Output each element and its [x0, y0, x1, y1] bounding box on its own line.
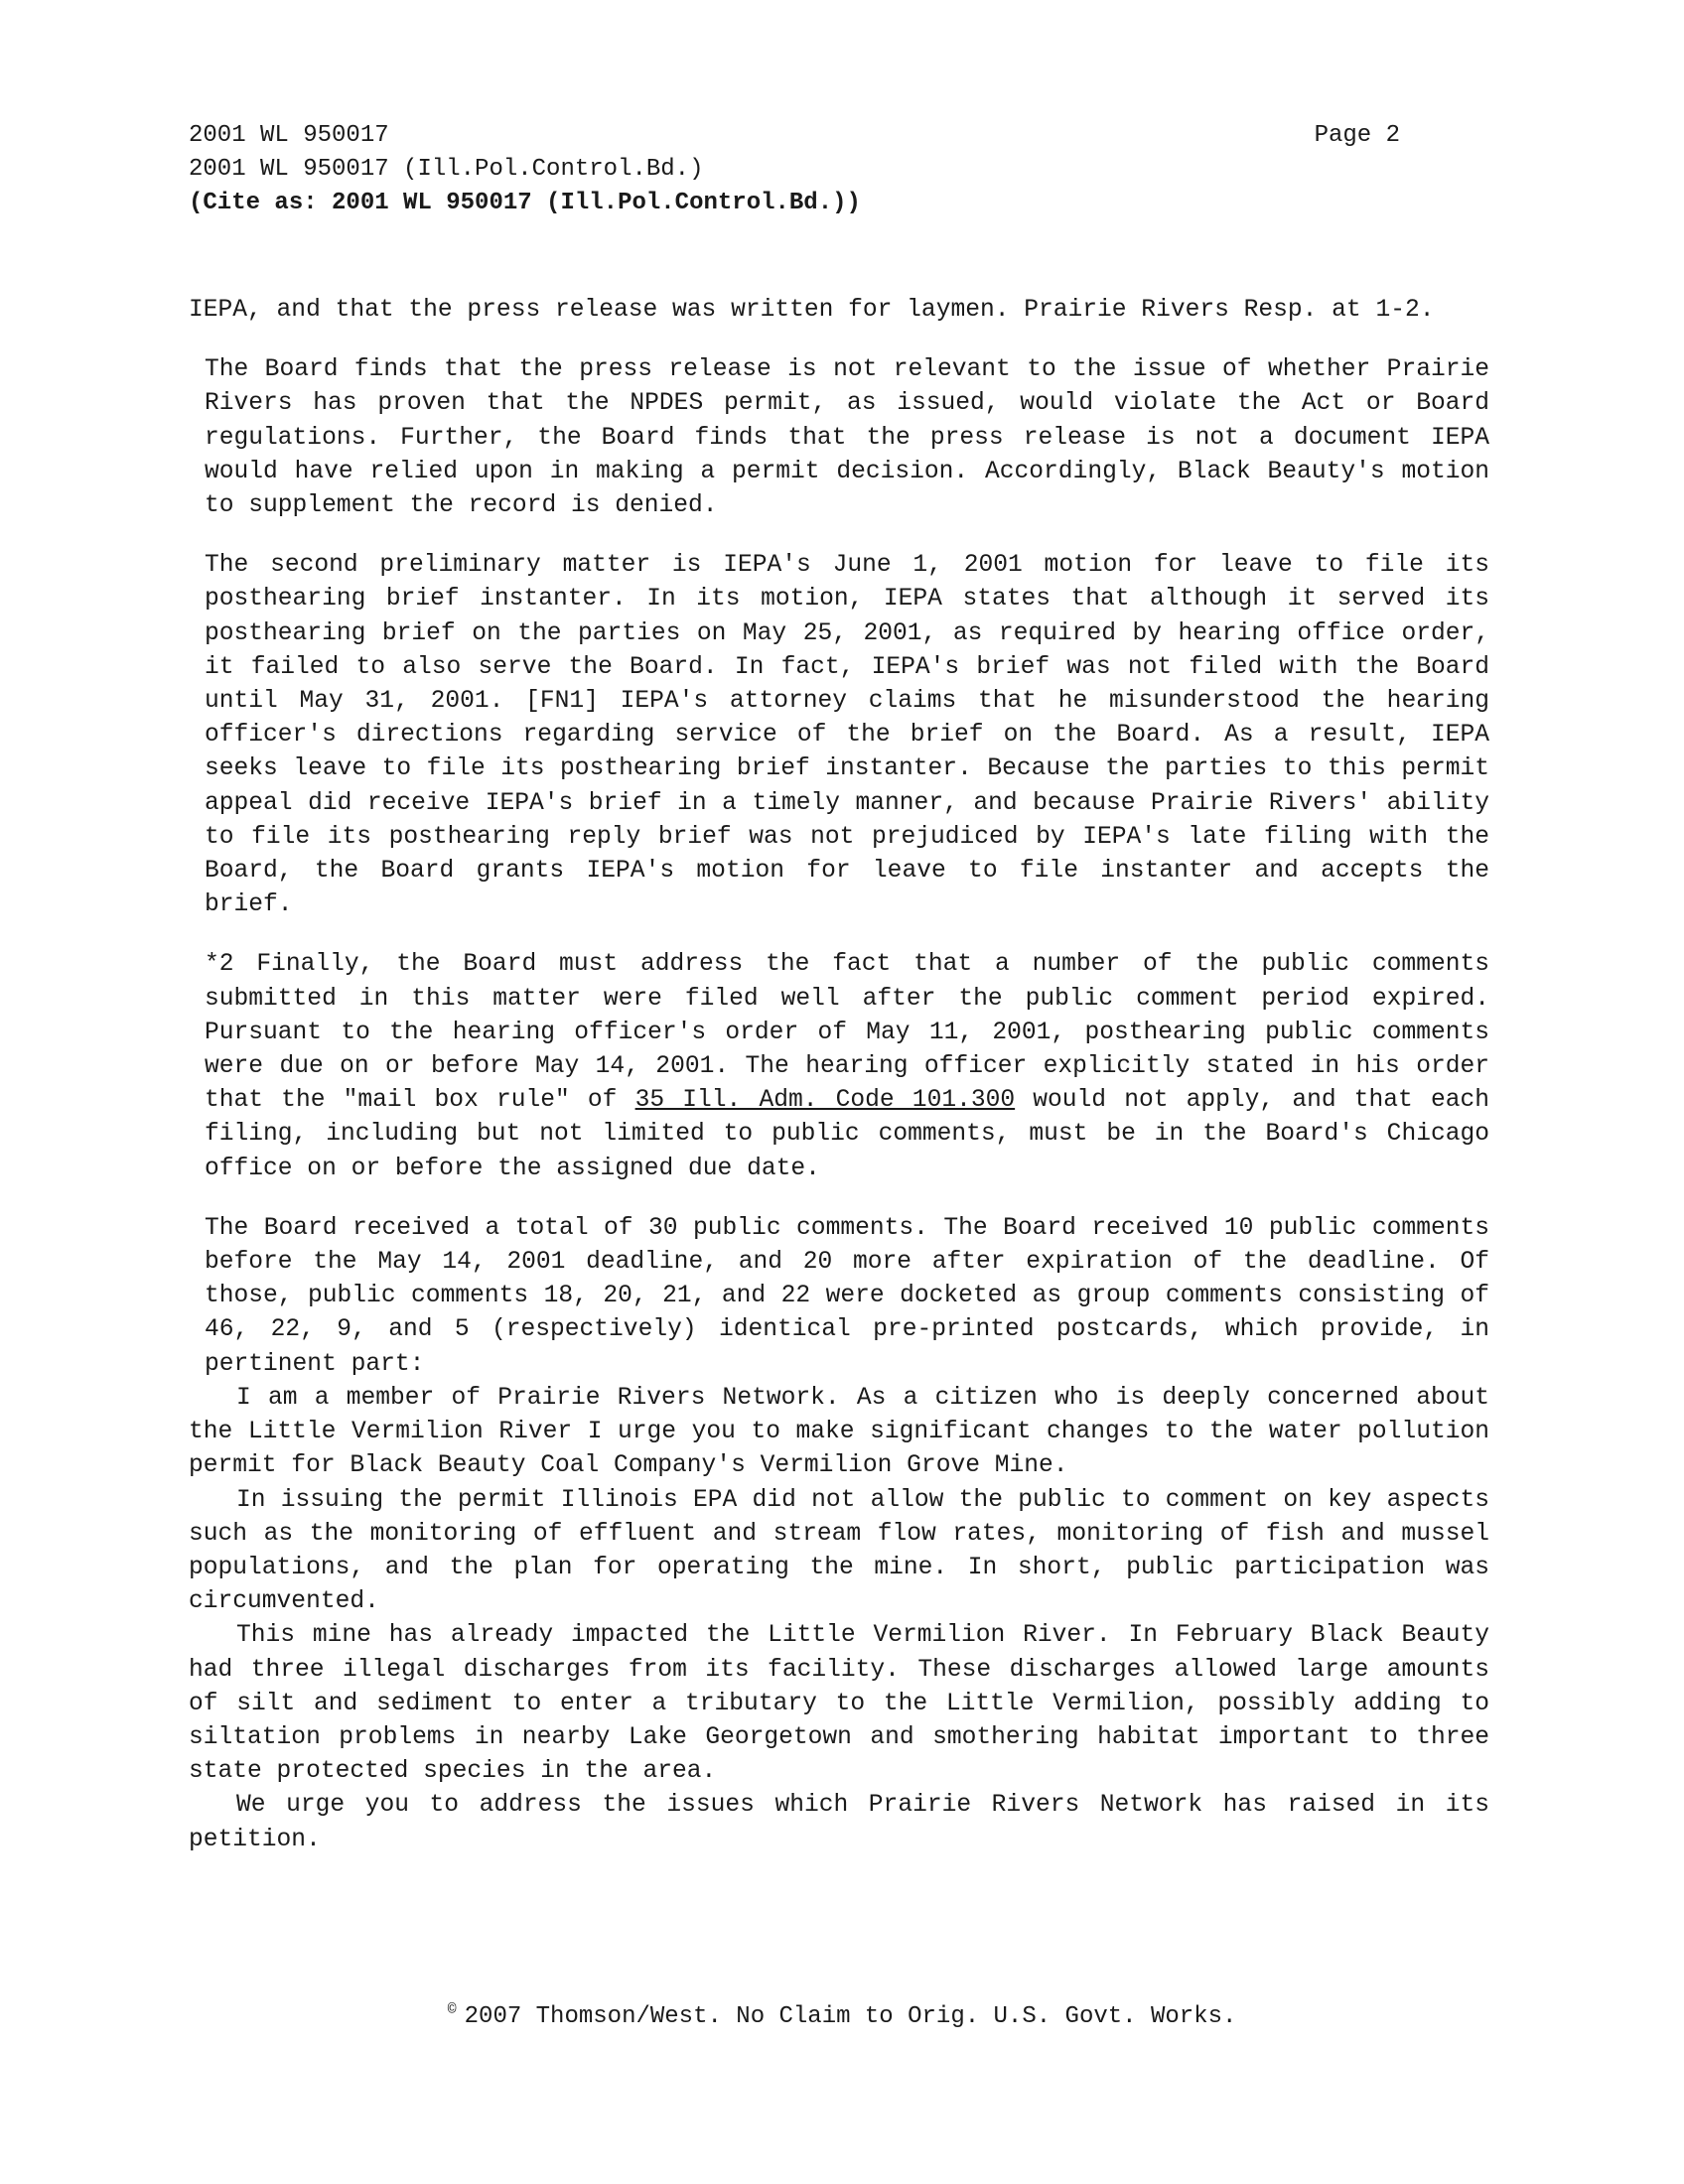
document-body — [189, 294, 1489, 1857]
cite-as-line: (Cite as: 2001 WL 950017 (Ill.Pol.Control.Bd.)) — [189, 190, 861, 216]
paragraph-3: The second preliminary matter is IEPA's June 1, 2001 motion for leave to file its posthearing brief instanter. In its motion, IEPA states that although it served its posthearing brief on the parties on May 25, 2001, as required by hearing office order, it failed to also serve the Board. In fact, IEPA's brief was not filed with the Board until May 31, 2001. [FN1] IEPA's attorney claims that he misunderstood the hearing officer's directions regarding service of the brief on the Board. As a result, IEPA seeks leave to file its posthearing brief instanter. Because the parties to this permit appeal did receive IEPA's brief in a timely manner, and because Prairie Rivers' ability to file its posthearing reply brief was not prejudiced by IEPA's late filing with the Board, the Board grants IEPA's motion for leave to file instanter and accepts the brief. — [205, 552, 1489, 919]
copyright-footer — [0, 1993, 1684, 2034]
postcard-quote-1: I am a member of Prairie Rivers Network. As a citizen who is deeply concerned about the Little Vermilion River I urge you to make significant changes to the water pollution permit for Black Beauty Coal Company's Vermilion Grove Mine. — [189, 1384, 1489, 1480]
postcard-quote-2: In issuing the permit Illinois EPA did not allow the public to comment on key aspects such as the monitoring of effluent and stream flow rates, monitoring of fish and mussel populations, and the plan for operating the mine. In short, public participation was circumvented. — [189, 1486, 1489, 1616]
paragraph-4 — [205, 948, 1489, 1185]
citation-line-1: 2001 WL 950017 — [189, 122, 389, 149]
copyright-text: 2007 Thomson/West. No Claim to Orig. U.S. Govt. Works. — [464, 2003, 1237, 2030]
copyright-symbol: © — [447, 2001, 457, 2018]
paragraph-4-text-b: would not apply, and that each filing, including but not limited to public comments, must be in the Board's Chicago office on or before the assigned due date. — [205, 1087, 1489, 1182]
postcard-quote-3: This mine has already impacted the Little Vermilion River. In February Black Beauty had three illegal discharges from its facility. These discharges allowed large amounts of silt and sediment to enter a tributary to the Little Vermilion, possibly adding to siltation problems in nearby Lake Georgetown and smothering habitat important to three state protected species in the area. — [189, 1622, 1489, 1786]
paragraph-1: IEPA, and that the press release was written for laymen. Prairie Rivers Resp. at 1-2. — [189, 297, 1435, 324]
code-citation-link[interactable]: 35 Ill. Adm. Code 101.300 — [634, 1087, 1016, 1115]
paragraph-2: The Board finds that the press release is not relevant to the issue of whether Prairie Rivers has proven that the NPDES permit, as issued, would violate the Act or Board regulations. Further, the Board finds that the press release is not a document IEPA would have relied upon in making a permit decision. Accordingly, Black Beauty's motion to supplement the record is denied. — [205, 356, 1489, 520]
citation-line-2: 2001 WL 950017 (Ill.Pol.Control.Bd.) — [189, 156, 704, 183]
paragraph-5: The Board received a total of 30 public comments. The Board received 10 public comments before the May 14, 2001 deadline, and 20 more after expiration of the deadline. Of those, public comments 18, 20, 21, and 22 were docketed as group comments consisting of 46, 22, 9, and 5 (respectively) identical pre-printed postcards, which provide, in pertinent part: — [205, 1214, 1489, 1378]
postcard-quote-4: We urge you to address the issues which Prairie Rivers Network has raised in its petition. — [189, 1792, 1489, 1853]
page-number: Page 2 — [1314, 122, 1400, 149]
paragraph-4-text-a: *2 Finally, the Board must address the fact that a number of the public comments submitted in this matter were filed well after the public comment period expired. Pursuant to the hearing officer's order of May 11, 2001, posthearing public comments were due on or before May 14, 2001. The hearing officer explicitly stated in his order that the "mail box rule" of — [205, 951, 1489, 1115]
citation-header — [189, 119, 1400, 220]
